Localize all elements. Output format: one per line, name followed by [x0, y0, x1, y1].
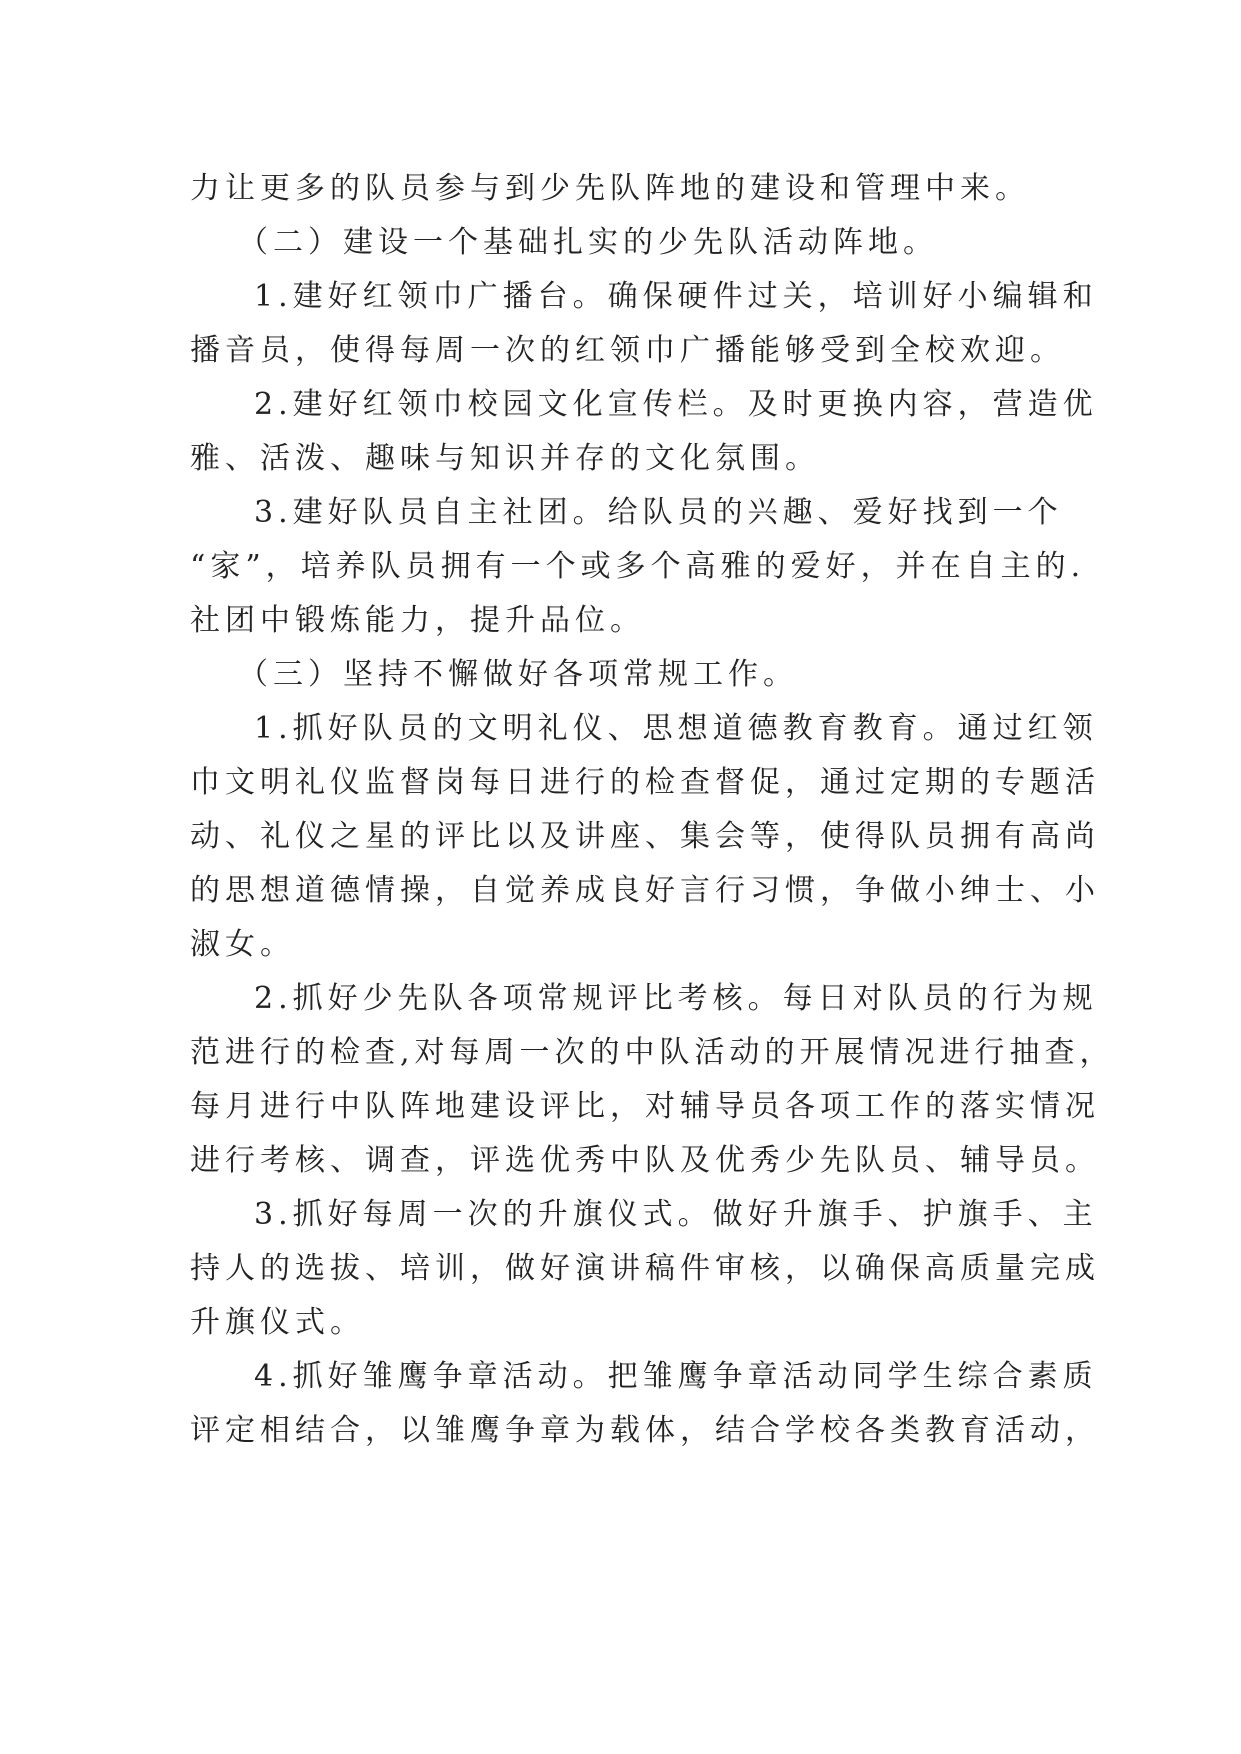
- paragraph-etiquette: [190, 702, 1100, 972]
- text-line: 4.抓好雏鹰争章活动。把雏鹰争章活动同学生综合素质: [254, 1359, 1098, 1394]
- paragraph-broadcast: [190, 270, 1098, 378]
- text-line: 淑女。: [190, 927, 295, 962]
- text-line: 每月进行中队阵地建设评比，对辅导员各项工作的落实情况: [190, 1089, 1100, 1124]
- text-line: 社团中锻炼能力，提升品位。: [190, 603, 645, 638]
- text-line: 3.抓好每周一次的升旗仪式。做好升旗手、护旗手、主: [254, 1197, 1098, 1232]
- text-line: “家”，培养队员拥有一个或多个高雅的爱好，并在自主的.: [190, 549, 1086, 584]
- document-body: [190, 162, 1115, 1458]
- text-line: 升旗仪式。: [190, 1305, 365, 1340]
- text-line: 持人的选拔、培训，做好演讲稿件审核，以确保高质量完成: [190, 1251, 1100, 1286]
- text-line: 动、礼仪之星的评比以及讲座、集会等，使得队员拥有高尚: [190, 819, 1100, 854]
- paragraph-bulletin: [190, 378, 1098, 486]
- paragraph-assessment: [190, 972, 1115, 1188]
- text-line: 力让更多的队员参与到少先队阵地的建设和管理中来。: [190, 171, 1030, 206]
- text-line: （二）建设一个基础扎实的少先队活动阵地。: [238, 225, 938, 260]
- paragraph-continuation: [190, 162, 1060, 216]
- section-heading-3: [190, 648, 1060, 702]
- text-line: 播音员，使得每周一次的红领巾广播能够受到全校欢迎。: [190, 333, 1065, 368]
- text-line: （三）坚持不懈做好各项常规工作。: [238, 657, 798, 692]
- text-line: 进行考核、调查，评选优秀中队及优秀少先队员、辅导员。: [190, 1143, 1100, 1178]
- text-line: 3.建好队员自主社团。给队员的兴趣、爱好找到一个: [254, 495, 1063, 530]
- text-line: 评定相结合，以雏鹰争章为载体，结合学校各类教育活动，: [190, 1413, 1100, 1448]
- paragraph-eagle-badge: [190, 1350, 1100, 1458]
- text-line: 2.建好红领巾校园文化宣传栏。及时更换内容，营造优: [254, 387, 1098, 422]
- paragraph-flag-raising: [190, 1188, 1100, 1350]
- text-line: 巾文明礼仪监督岗每日进行的检查督促，通过定期的专题活: [190, 765, 1100, 800]
- text-line: 2.抓好少先队各项常规评比考核。每日对队员的行为规: [254, 981, 1098, 1016]
- text-line: 1.建好红领巾广播台。确保硬件过关，培训好小编辑和: [254, 279, 1098, 314]
- text-line: 范进行的检查,对每周一次的中队活动的开展情况进行抽查，: [190, 1035, 1115, 1070]
- section-heading-2: [190, 216, 1060, 270]
- text-line: 的思想道德情操，自觉养成良好言行习惯，争做小绅士、小: [190, 873, 1100, 908]
- text-line: 雅、活泼、趣味与知识并存的文化氛围。: [190, 441, 820, 476]
- text-line: 1.抓好队员的文明礼仪、思想道德教育教育。通过红领: [254, 711, 1098, 746]
- paragraph-clubs: [190, 486, 1086, 648]
